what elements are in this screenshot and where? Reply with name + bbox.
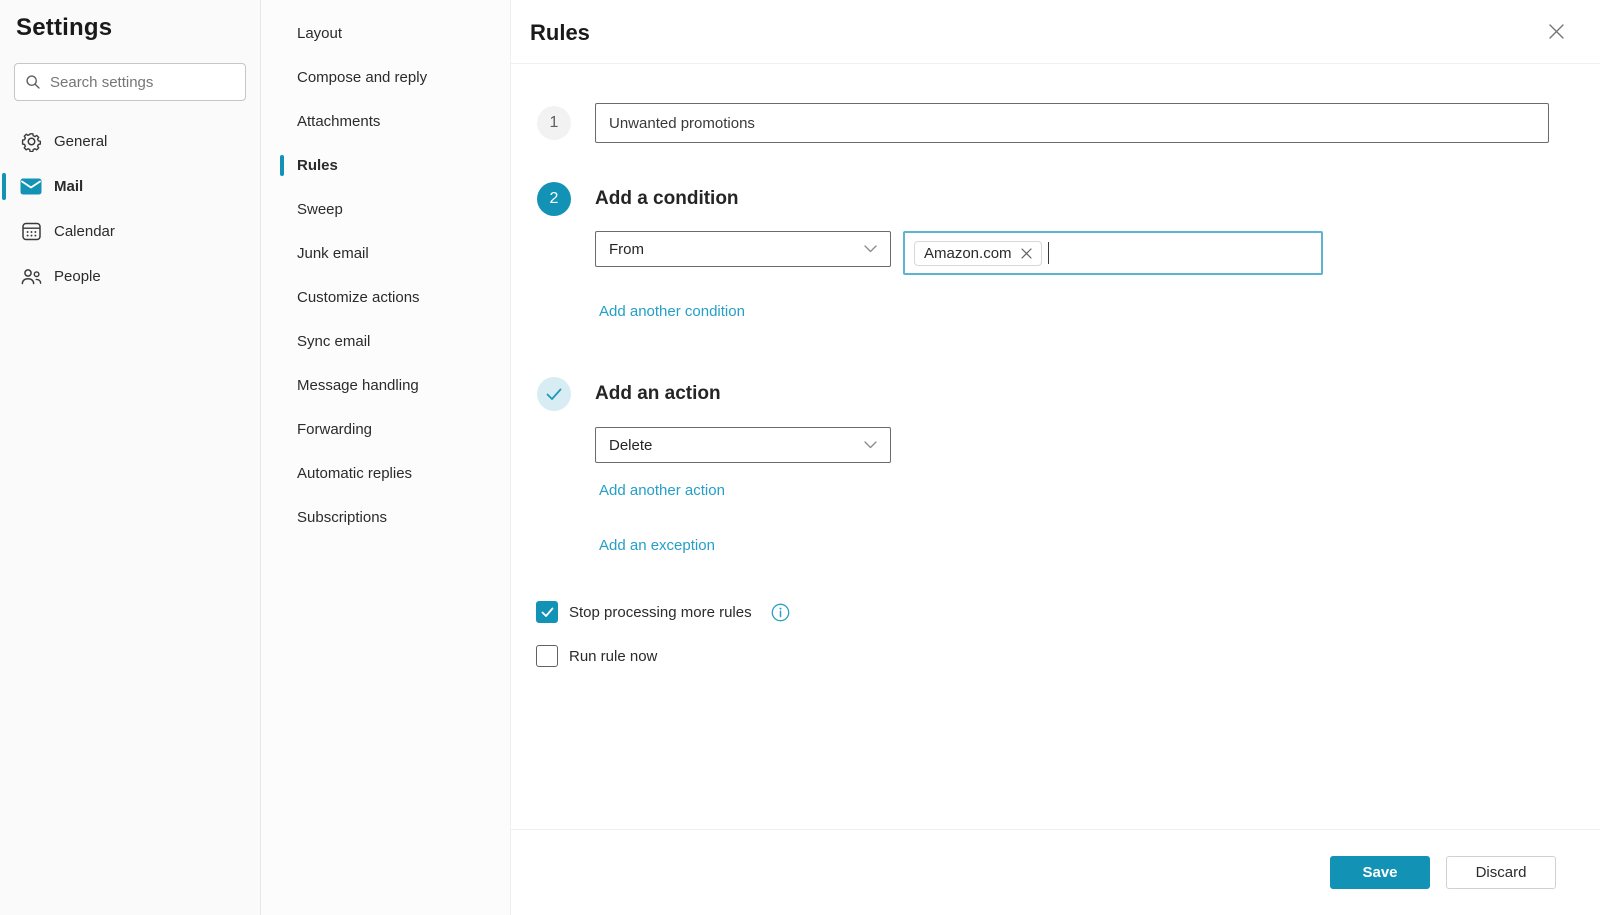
page-title: Rules [530, 19, 590, 45]
discard-button[interactable]: Discard [1446, 856, 1556, 889]
condition-type-value: From [609, 240, 644, 258]
nav-item-sweep[interactable]: Sweep [297, 200, 343, 218]
stop-processing-checkbox[interactable] [536, 601, 558, 623]
gear-icon [20, 131, 42, 152]
stop-processing-label: Stop processing more rules [569, 603, 752, 621]
condition-value-input[interactable] [903, 231, 1323, 275]
search-icon [25, 74, 41, 90]
selected-indicator [280, 155, 284, 176]
chevron-down-icon [864, 245, 877, 253]
nav-item-layout[interactable]: Layout [297, 24, 343, 42]
nav-item-attachments[interactable]: Attachments [297, 112, 381, 130]
sidebar-item-label: General [54, 133, 108, 150]
remove-chip-icon[interactable] [1021, 248, 1032, 259]
sidebar-item-label: Calendar [54, 223, 115, 240]
nav-item-junk-email[interactable]: Junk email [297, 244, 369, 262]
add-an-exception-link[interactable]: Add an exception [599, 537, 715, 554]
action-type-dropdown[interactable] [595, 427, 891, 463]
nav-item-sync-email[interactable]: Sync email [297, 332, 371, 350]
add-another-action-link[interactable]: Add another action [599, 482, 725, 499]
add-another-condition-link[interactable]: Add another condition [599, 303, 745, 320]
sidebar-item-people[interactable] [0, 254, 260, 299]
save-button[interactable]: Save [1330, 856, 1430, 889]
nav-item-automatic-replies[interactable]: Automatic replies [297, 464, 413, 482]
rules-panel [511, 0, 1600, 915]
condition-value-chip [914, 241, 1042, 266]
close-button[interactable] [1540, 16, 1572, 48]
people-icon [20, 268, 42, 285]
step-rule-name [537, 103, 1549, 143]
sidebar-item-label: Mail [54, 178, 84, 195]
nav-item-customize-actions[interactable]: Customize actions [297, 288, 420, 306]
nav-item-compose-and-reply[interactable]: Compose and reply [297, 68, 428, 86]
panel-footer [511, 829, 1600, 915]
checkmark-icon [541, 607, 554, 618]
nav-item-label: Rules [297, 156, 338, 174]
nav-item-rules[interactable] [261, 143, 510, 187]
search-settings-box[interactable] [14, 63, 246, 101]
step-2-badge: 2 [537, 182, 571, 216]
step-1-badge: 1 [537, 106, 571, 140]
sidebar-item-mail[interactable] [0, 164, 260, 209]
mail-settings-nav [261, 0, 511, 915]
sidebar-item-general[interactable] [0, 119, 260, 164]
settings-sidebar [0, 0, 261, 915]
condition-row [595, 231, 1549, 275]
sidebar-item-calendar[interactable] [0, 209, 260, 254]
nav-item-message-handling[interactable]: Message handling [297, 376, 419, 394]
run-rule-now-checkbox[interactable] [536, 645, 558, 667]
run-rule-now-label: Run rule now [569, 647, 658, 665]
settings-title: Settings [16, 14, 113, 41]
settings-category-list [0, 119, 260, 299]
mail-icon [20, 178, 42, 195]
add-condition-heading: Add a condition [595, 188, 739, 209]
panel-header [511, 0, 1600, 64]
step-add-action [537, 377, 1549, 411]
chip-label: Amazon.com [924, 244, 1012, 262]
calendar-icon [20, 222, 42, 241]
check-icon [546, 388, 562, 401]
nav-item-subscriptions[interactable]: Subscriptions [297, 508, 388, 526]
action-type-value: Delete [609, 436, 653, 454]
step-3-badge [537, 377, 571, 411]
nav-item-forwarding[interactable]: Forwarding [297, 420, 373, 438]
chevron-down-icon [864, 441, 877, 449]
search-settings-input[interactable] [50, 74, 235, 91]
run-rule-row [536, 645, 1549, 667]
text-cursor [1048, 242, 1049, 264]
step-add-condition [537, 182, 1549, 216]
stop-processing-row [536, 601, 1549, 623]
rule-editor [511, 64, 1600, 829]
selected-indicator [2, 173, 6, 200]
info-icon[interactable] [771, 603, 790, 622]
add-action-heading: Add an action [595, 383, 721, 404]
close-icon [1548, 23, 1565, 40]
rule-name-input[interactable] [595, 103, 1549, 143]
sidebar-item-label: People [54, 268, 101, 285]
condition-type-dropdown[interactable] [595, 231, 891, 267]
